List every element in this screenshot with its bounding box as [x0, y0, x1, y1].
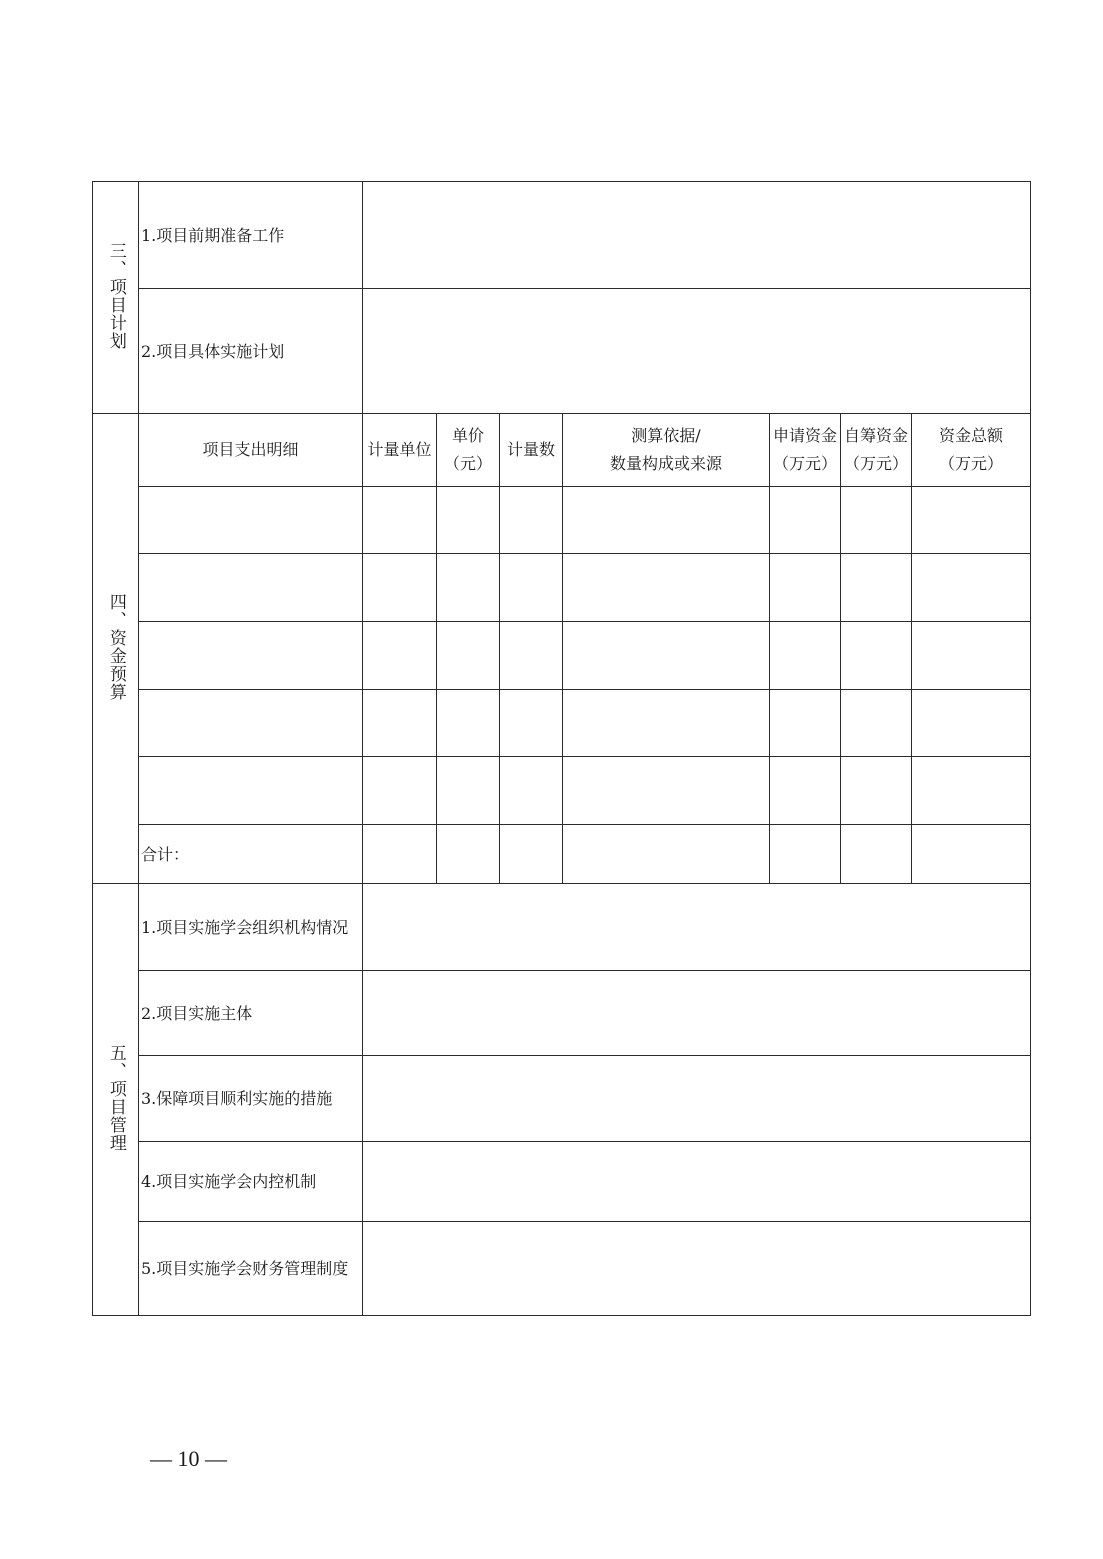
budget-header-basis: [563, 414, 770, 487]
budget-cell[interactable]: [912, 554, 1031, 622]
budget-cell[interactable]: [841, 825, 912, 884]
budget-cell[interactable]: [770, 487, 841, 554]
management-section-title-cell: [93, 884, 139, 1316]
budget-cell[interactable]: [437, 622, 500, 690]
budget-cell[interactable]: [912, 622, 1031, 690]
budget-header-price-line1: 单价: [451, 426, 484, 445]
budget-cell[interactable]: [437, 757, 500, 825]
budget-header-qty: 计量数: [500, 414, 563, 487]
plan-section-title-cell: [93, 182, 139, 414]
budget-cell[interactable]: [770, 622, 841, 690]
plan-row-2: [93, 289, 1031, 414]
plan-row-label: 1.项目前期准备工作: [139, 182, 363, 289]
budget-cell[interactable]: [139, 554, 363, 622]
budget-header-total-line2: （万元）: [938, 454, 1003, 473]
plan-row-label: 2.项目具体实施计划: [139, 289, 363, 414]
management-row-4: [93, 1142, 1031, 1222]
budget-header-apply: [770, 414, 841, 487]
budget-cell[interactable]: [363, 487, 437, 554]
budget-section-title-cell: [93, 414, 139, 884]
management-row-label: 5.项目实施学会财务管理制度: [139, 1222, 363, 1316]
budget-header-self: [841, 414, 912, 487]
page-number: — 10 —: [150, 1446, 227, 1471]
budget-cell[interactable]: [563, 487, 770, 554]
budget-header-basis-line1: 测算依据/: [631, 426, 701, 445]
budget-header-price-line2: （元）: [443, 454, 492, 473]
budget-header-apply-line2: （万元）: [772, 454, 837, 473]
budget-cell[interactable]: [563, 690, 770, 757]
plan-row-content[interactable]: [363, 182, 1031, 289]
budget-cell[interactable]: [912, 487, 1031, 554]
budget-cell[interactable]: [363, 622, 437, 690]
management-row-label: 1.项目实施学会组织机构情况: [139, 884, 363, 971]
budget-header-detail: 项目支出明细: [139, 414, 363, 487]
management-row-content[interactable]: [363, 1222, 1031, 1316]
budget-cell[interactable]: [912, 757, 1031, 825]
budget-cell[interactable]: [437, 554, 500, 622]
budget-cell[interactable]: [841, 487, 912, 554]
budget-header-total: [912, 414, 1031, 487]
budget-header-unit: 计量单位: [363, 414, 437, 487]
budget-row: [93, 554, 1031, 622]
budget-cell[interactable]: [139, 690, 363, 757]
budget-cell[interactable]: [363, 690, 437, 757]
budget-cell[interactable]: [770, 757, 841, 825]
budget-cell[interactable]: [500, 487, 563, 554]
budget-cell[interactable]: [437, 487, 500, 554]
management-row-content[interactable]: [363, 971, 1031, 1056]
budget-header-price: [437, 414, 500, 487]
budget-cell[interactable]: [770, 690, 841, 757]
management-row-label: 3.保障项目顺利实施的措施: [139, 1056, 363, 1142]
budget-cell[interactable]: [563, 825, 770, 884]
management-section-title: 五、项目管理: [105, 1043, 126, 1152]
budget-total-label: 合计：: [139, 825, 363, 884]
budget-header-self-line1: 自筹资金: [843, 426, 908, 445]
management-row-content[interactable]: [363, 1056, 1031, 1142]
budget-cell[interactable]: [770, 554, 841, 622]
budget-row: [93, 690, 1031, 757]
budget-cell[interactable]: [912, 825, 1031, 884]
budget-cell[interactable]: [363, 825, 437, 884]
budget-cell[interactable]: [139, 622, 363, 690]
plan-row-content[interactable]: [363, 289, 1031, 414]
budget-cell[interactable]: [841, 622, 912, 690]
management-row-label: 4.项目实施学会内控机制: [139, 1142, 363, 1222]
budget-row: [93, 622, 1031, 690]
budget-cell[interactable]: [500, 622, 563, 690]
budget-cell[interactable]: [841, 690, 912, 757]
budget-cell[interactable]: [563, 622, 770, 690]
budget-row: [93, 757, 1031, 825]
budget-cell[interactable]: [139, 757, 363, 825]
budget-cell[interactable]: [500, 554, 563, 622]
budget-header-self-line2: （万元）: [843, 454, 908, 473]
budget-section-title: 四、资金预算: [105, 592, 126, 701]
plan-row-1: [93, 182, 1031, 289]
budget-cell[interactable]: [841, 554, 912, 622]
application-form-table: [92, 181, 1031, 1316]
budget-cell[interactable]: [841, 757, 912, 825]
budget-cell[interactable]: [363, 757, 437, 825]
budget-cell[interactable]: [563, 757, 770, 825]
plan-section-title: 三、项目计划: [105, 241, 126, 350]
management-row-2: [93, 971, 1031, 1056]
budget-cell[interactable]: [437, 825, 500, 884]
budget-total-row: [93, 825, 1031, 884]
budget-cell[interactable]: [912, 690, 1031, 757]
budget-header-total-line1: 资金总额: [938, 426, 1003, 445]
budget-cell[interactable]: [363, 554, 437, 622]
management-row-content[interactable]: [363, 1142, 1031, 1222]
management-row-label: 2.项目实施主体: [139, 971, 363, 1056]
management-row-content[interactable]: [363, 884, 1031, 971]
management-row-5: [93, 1222, 1031, 1316]
budget-header-basis-line2: 数量构成或来源: [609, 454, 722, 473]
budget-cell[interactable]: [139, 487, 363, 554]
budget-cell[interactable]: [500, 757, 563, 825]
budget-header-row: [93, 414, 1031, 487]
budget-header-apply-line1: 申请资金: [772, 426, 837, 445]
budget-cell[interactable]: [500, 690, 563, 757]
management-row-3: [93, 1056, 1031, 1142]
budget-cell[interactable]: [563, 554, 770, 622]
budget-cell[interactable]: [437, 690, 500, 757]
management-row-1: [93, 884, 1031, 971]
budget-cell[interactable]: [500, 825, 563, 884]
budget-cell[interactable]: [770, 825, 841, 884]
budget-row: [93, 487, 1031, 554]
